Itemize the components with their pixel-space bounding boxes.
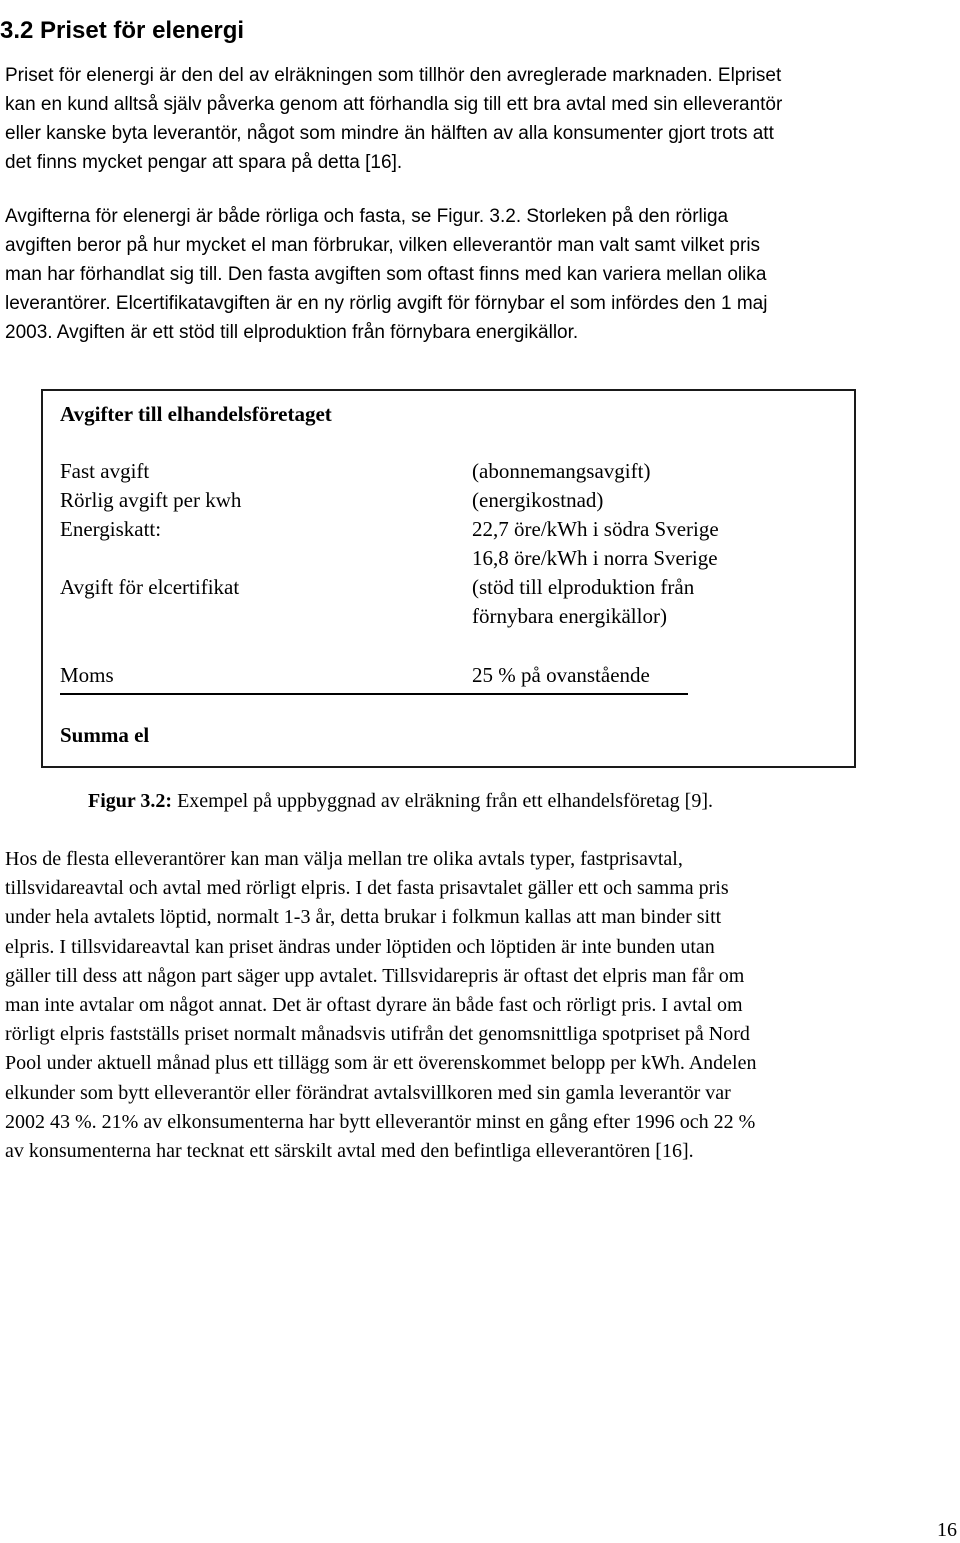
paragraph-line: tillsvidareavtal och avtal med rörligt elpris. I det fasta prisavtalet gäller ett och samma pris — [5, 877, 729, 900]
paragraph-line: Avgifterna för elenergi är både rörliga och fasta, se Figur. 3.2. Storleken på den rörliga — [5, 206, 729, 227]
paragraph-elenergi-price — [5, 61, 960, 177]
paragraph-line: man har förhandlat sig till. Den fasta avgiften som oftast finns med kan variera mellan olika — [5, 264, 767, 285]
page-number: 16 — [937, 1519, 957, 1541]
fee-figure-box — [41, 389, 856, 768]
paragraph-line: avgiften beror på hur mycket el man förbrukar, vilken elleverantör man valt samt vilket pris — [5, 235, 761, 256]
figure-caption — [88, 787, 713, 815]
fee-value-fixed: (abonnemangsavgift) — [472, 459, 651, 483]
paragraph-line: elpris. I tillsvidareavtal kan priset ändras under löptiden och löptiden är inte bunden utan — [5, 935, 715, 958]
figure-caption-prefix: Figur 3.2: — [88, 790, 173, 812]
fee-value-variable: (energikostnad) — [472, 488, 604, 512]
total-label: Summa el — [60, 723, 150, 747]
fee-label-certificate: Avgift för elcertifikat — [60, 575, 240, 599]
figure-title: Avgifter till elhandelsföretaget — [60, 402, 332, 426]
paragraph-line: det finns mycket pengar att spara på detta [16]. — [5, 152, 403, 173]
paragraph-fees — [5, 202, 960, 347]
fee-value-certificate: (stöd till elproduktion från — [472, 575, 695, 599]
fee-label-fixed: Fast avgift — [60, 459, 150, 483]
paragraph-line: Pool under aktuell månad plus ett tillägg som är ett överenskommet belopp per kWh. Andelen — [5, 1052, 757, 1075]
paragraph-line: eller kanske byta leverantör, något som mindre än hälften av alla konsumenter gjort trots att — [5, 123, 774, 144]
fee-label-energy-tax: Energiskatt: — [60, 517, 162, 541]
paragraph-line: rörligt elpris fastställs priset normalt månadsvis utifrån det genomsnittliga spotpriset på Nord — [5, 1023, 750, 1046]
paragraph-line: Hos de flesta elleverantörer kan man välja mellan tre olika avtals typer, fastprisavtal, — [5, 848, 683, 870]
paragraph-line: kan en kund alltså själv påverka genom att förhandla sig till ett bra avtal med sin elleverantör — [5, 94, 783, 115]
fee-value-energy-tax-north: 16,8 öre/kWh i norra Sverige — [472, 546, 718, 570]
paragraph-line: leverantörer. Elcertifikatavgiften är en ny rörlig avgift för förnybar el som infördes den 1 maj — [5, 293, 768, 314]
fee-value-vat: 25 % på ovanstående — [472, 663, 650, 687]
paragraph-line: man inte avtalar om något annat. Det är oftast dyrare än både fast och rörligt pris. I avtal om — [5, 994, 743, 1017]
sum-divider — [60, 693, 688, 695]
paragraph-contract-types — [5, 845, 960, 1166]
fee-label-vat: Moms — [60, 663, 114, 687]
paragraph-line: gäller till dess att någon part säger upp avtalet. Tillsvidarepris är oftast det elpris man får om — [5, 964, 745, 987]
fee-value-energy-tax-south: 22,7 öre/kWh i södra Sverige — [472, 517, 719, 541]
fee-value-certificate-cont: förnybara energikällor) — [472, 604, 667, 628]
figure-caption-text: Exempel på uppbyggnad av elräkning från ett elhandelsföretag [9]. — [172, 790, 713, 812]
fee-label-variable: Rörlig avgift per kwh — [60, 488, 242, 512]
section-heading: 3.2 Priset för elenergi — [0, 17, 245, 45]
paragraph-line: 2002 43 %. 21% av elkonsumenterna har bytt elleverantör minst en gång efter 1996 och 22 % — [5, 1110, 756, 1133]
paragraph-line: 2003. Avgiften är ett stöd till elproduktion från förnybara energikällor. — [5, 322, 579, 343]
paragraph-line: Priset för elenergi är den del av elräkningen som tillhör den avreglerade marknaden. Elpriset — [5, 65, 782, 86]
paragraph-line: av konsumenterna har tecknat ett särskilt avtal med den befintliga elleverantören [16]. — [5, 1140, 694, 1163]
paragraph-line: elkunder som bytt elleverantör eller förändrat avtalsvillkoren med sin gamla leverantör var — [5, 1081, 731, 1104]
paragraph-line: under hela avtalets löptid, normalt 1-3 år, detta brukar i folkmun kallas att man binder sitt — [5, 906, 722, 929]
